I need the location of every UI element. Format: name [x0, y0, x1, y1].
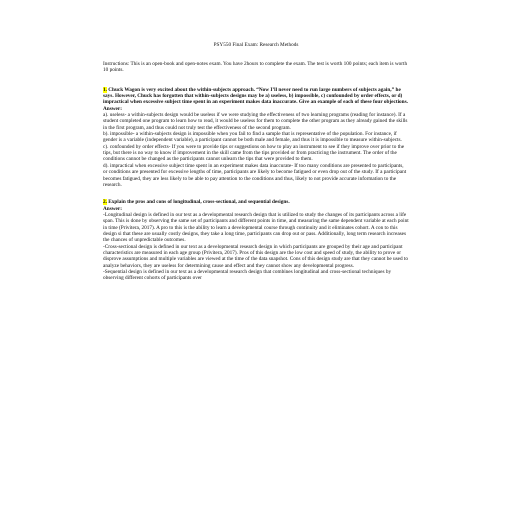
exam-document [103, 42, 409, 282]
instructions-text: Instructions: This is an open-book and open-notes exam. You have 2hours to complete the exam. The test is worth 100 points; each item is worth 10 points. [103, 61, 408, 74]
question-block-2 [103, 199, 409, 281]
question-1-number: 1. [103, 86, 107, 93]
answer-1-paragraph-b: b). impossible- a within-subjects design is impossible when you fail to find a sample that is representative of the population. For instance, if gender is a variable (independent variable), a participant cannot be both male and female, and thus it is impossible to measure within-subjects. [103, 131, 402, 144]
answer-1-label: Answer: [103, 105, 122, 112]
question-1-prompt [103, 87, 409, 106]
question-block-1 [103, 87, 409, 189]
answer-2-label: Answer: [103, 205, 122, 212]
answer-1-paragraph-d: d). impractical when excessive subject time spent in an experiment makes data inaccurate- If too many conditions are presented to participants, or conditions are presented for excessive lengths of time, participants are likely to become fatigued or even drop out of the study. If a participant becomes fatigued, they are less likely to be able to pay attention to the conditions and thus, likely to not provide accurate information to the research. [103, 162, 407, 188]
answer-1-paragraph-a: a). useless- a within-subjects design would be useless if we were studying the effectiveness of two learning programs (reading for instance). If a student completed one program to learn how to read, it would be useless for them to complete the other program as they already gained the skills in the first program, and thus could not truly test the effectiveness of the second program. [103, 112, 408, 131]
question-2-number: 2. [103, 199, 107, 206]
question-2-text: Explain the pros and cons of longitudinal, cross-sectional, and sequential designs. [108, 199, 290, 206]
answer-2-paragraph-cross-sectional: -Cross-sectional design is defined in our text as a developmental research design in which participants are grouped by their age and participant characteristics are measured in each age group (Privitera, 2017). Pros of this design are the low cost and speed of study, the ability to prove or disprove assumptions and multiple variables are viewed at the time of the data snapshot. Cons of this design study are that they cannot be used to analyze behaviors, they are useless for determining cause and effect and they cannot show any developmental progress. [103, 243, 409, 269]
question-1-text: Chuck Wagon is very excited about the within-subjects approach. “Now I’ll never need to run large numbers of subjects again,” he says. However, Chuck has forgotten that within-subjects designs may be a) useless, b) impossible, c) confounded by order effects, or d) impractical when excessive subject time spent in an experiment makes data inaccurate. Give an example of each of these four objections. [103, 86, 408, 106]
answer-2-paragraph-longitudinal: -Longitudinal design is defined in our text as a developmental research design that is utilized to study the changes of its participants across a life span. This is done by observing the same set of participants and different points in time, and measuring the same dependent variable at each point in time (Privitera, 2017). A pro to this is the ability to learn a developmental course through continuity and it eliminates cohort. A con to this design si that these are usually costly designs, they take a long time, participants can drop out or pass. Additionally, long term research increases the chances of unpredictable outcomes. [103, 211, 409, 244]
answer-1-paragraph-c: c). confounded by order effects- If you were to provide tips or suggestions on how to play an instrument to see if they improve over prior to the tips, but there is no way to know if improvement in the skill came from the tips provided or from practicing the instrument. The order of the conditions cannot be changed as the participants cannot unlearn the tips that were provided to them. [103, 143, 405, 163]
answer-2-paragraph-sequential: -Sequential design is defined in our text as a developmental research design that combines longitudinal and cross-sectional techniques by observing different cohorts of participants over [103, 268, 392, 282]
section-spacer [103, 188, 409, 199]
document-title: PSY550 Final Exam: Research Methods [213, 42, 299, 48]
